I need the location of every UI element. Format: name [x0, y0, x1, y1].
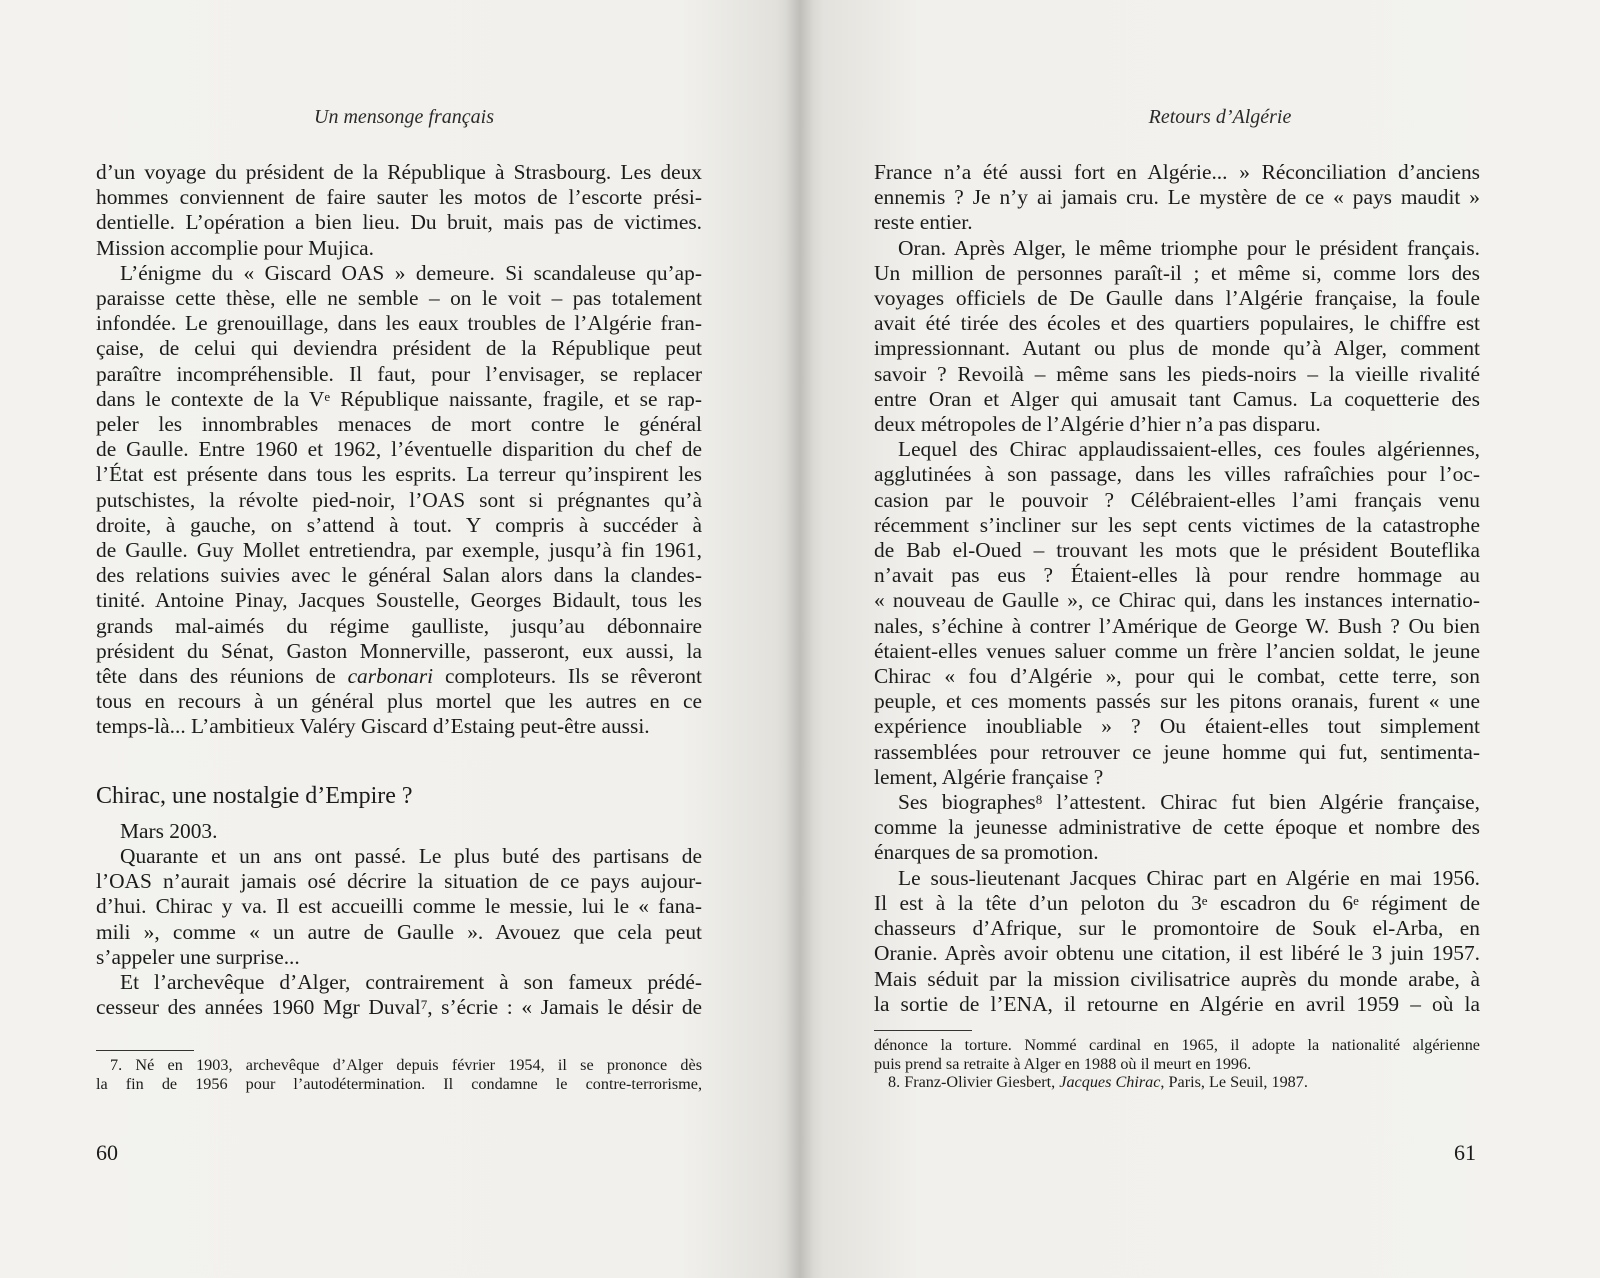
text-line: tous en recours à un général plus mortel que les autres en ce — [96, 689, 702, 714]
text-line: putschistes, la révolte pied-noir, l’OAS sont si prégnantes qu’à — [96, 487, 702, 512]
text-line: reste entier. — [874, 210, 973, 235]
text-line — [874, 891, 1480, 916]
italic-term: carbonari — [347, 664, 434, 689]
text-line: « nouveau de Gaulle », ce Chirac qui, dans les instances internatio- — [874, 588, 1480, 613]
footnote-line: 7. Né en 1903, archevêque d’Alger depuis février 1954, il se prononce dès — [110, 1056, 702, 1074]
text-line — [96, 664, 702, 689]
text-line: comme la jeunesse administrative de cette époque et nombre des — [874, 815, 1480, 840]
text-line: des relations suivies avec le général Salan alors dans la clandes- — [96, 563, 702, 588]
text-line: s’appeler une surprise... — [96, 944, 300, 969]
text-line: de Bab el-Oued – trouvant les mots que le président Bouteflika — [874, 538, 1480, 563]
text-line: mili », comme « un autre de Gaulle ». Avouez que cela peut — [96, 919, 702, 944]
paragraph — [874, 160, 1480, 236]
paragraph — [96, 261, 702, 740]
left-page-body — [96, 160, 702, 1021]
text-fragment: dans le contexte de la V — [96, 386, 325, 411]
text-fragment: , Paris, Le Seuil, 1987. — [1160, 1073, 1308, 1091]
text-line: expérience inoubliable » ? Ou étaient-elles tout simplement — [874, 714, 1480, 739]
text-line: la sortie de l’ENA, il retourne en Algérie en avril 1959 – où la — [874, 991, 1480, 1016]
text-line — [874, 790, 1480, 815]
text-line: agglutinées à son passage, dans les villes rafraîchies pour l’oc- — [874, 462, 1480, 487]
text-line: avait été tirée des écoles et des quartiers populaires, le chiffre est — [874, 311, 1480, 336]
text-line: rassemblées pour retrouver ce jeune homme qui fut, sentimenta- — [874, 739, 1480, 764]
text-line: tinité. Antoine Pinay, Jacques Soustelle, Georges Bidault, tous les — [96, 588, 702, 613]
text-line: l’OAS n’aurait jamais osé décrire la situation de ce pays aujour- — [96, 869, 702, 894]
italic-title: Jacques Chirac — [1059, 1073, 1161, 1091]
right-page-body — [874, 160, 1480, 1017]
paragraph — [874, 236, 1480, 438]
date-line: Mars 2003. — [120, 818, 218, 843]
text-fragment: régiment de — [1358, 890, 1480, 915]
text-line: lement, Algérie française ? — [874, 764, 1104, 789]
text-line: d’hui. Chirac y va. Il est accueilli comme le messie, lui le « fana- — [96, 894, 702, 919]
text-line: infondée. Le grenouillage, dans les eaux troubles de l’Algérie fran- — [96, 311, 702, 336]
text-line: de Gaulle. Guy Mollet entretiendra, par exemple, jusqu’à fin 1961, — [96, 538, 702, 563]
text-line — [96, 387, 702, 412]
text-line: peler les innombrables menaces de mort contre le général — [96, 412, 702, 437]
text-fragment: escadron du 6 — [1207, 890, 1354, 915]
text-line: Un million de personnes paraît-il ; et même si, comme lors des — [874, 260, 1480, 285]
text-fragment: République naissante, fragile, et se rap- — [330, 386, 702, 411]
text-line: de Gaulle. Entre 1960 et 1962, l’éventuelle disparition du chef de — [96, 437, 702, 462]
book-gutter — [786, 0, 814, 1278]
footnote-rule — [874, 1030, 972, 1031]
superscript: e — [1201, 892, 1208, 908]
text-line: nales, s’échine à contrer l’Amérique de George W. Bush ? Ou bien — [874, 613, 1480, 638]
text-line: d’un voyage du président de la République à Strasbourg. Les deux — [96, 160, 702, 184]
text-line: grands mal-aimés du régime gaulliste, jusqu’au débonnaire — [96, 613, 702, 638]
text-line: Chirac « fou d’Algérie », pour qui le combat, cette terre, son — [874, 664, 1480, 689]
text-line: Le sous-lieutenant Jacques Chirac part en Algérie en mai 1956. — [898, 865, 1480, 890]
paragraph — [874, 790, 1480, 866]
text-line: Et l’archevêque d’Alger, contrairement à son fameux prédé- — [120, 970, 702, 995]
page-number: 61 — [1454, 1140, 1476, 1165]
text-fragment: Ses biographes — [898, 790, 1036, 815]
text-fragment: , s’écrie : « Jamais le désir de — [427, 995, 703, 1020]
text-line: président du Sénat, Gaston Monnerville, passeront, eux aussi, la — [96, 638, 702, 663]
text-line: Mission accomplie pour Mujica. — [96, 235, 375, 260]
paragraph — [874, 866, 1480, 1017]
text-fragment: cesseur des années 1960 Mgr Duval — [96, 995, 421, 1020]
text-line: paraisse cette thèse, elle ne semble – on le voit – pas totalement — [96, 286, 702, 311]
footnote-ref: 8 — [1035, 792, 1043, 808]
text-line: savoir ? Revoilà – même sans les pieds-noirs – la vieille rivalité — [874, 361, 1480, 386]
text-line — [96, 995, 702, 1020]
text-line: Quarante et un ans ont passé. Le plus buté des partisans de — [120, 844, 702, 869]
text-line: énarques de sa promotion. — [874, 840, 1099, 865]
text-line: çaise, de celui qui deviendra président de la République peut — [96, 336, 702, 361]
superscript: e — [1353, 892, 1359, 908]
superscript: e — [324, 388, 331, 404]
text-fragment: comploteurs. Ils se rêveront — [433, 664, 702, 689]
paragraph — [96, 819, 702, 844]
text-line: dentielle. L’opération a bien lieu. Du bruit, mais pas de victimes. — [96, 210, 702, 235]
footnote-ref: 7 — [420, 997, 428, 1013]
running-head-left: Un mensonge français — [314, 106, 494, 128]
text-line: Oranie. Après avoir obtenu une citation, il est libéré le 3 juin 1957. — [874, 941, 1480, 966]
text-line: casion par le pouvoir ? Célébraient-elles l’ami français venu — [874, 487, 1480, 512]
running-head-right: Retours d’Algérie — [1148, 106, 1292, 128]
text-line: droite, à gauche, on s’attend à tout. Y compris à succéder à — [96, 512, 702, 537]
text-line: n’avait pas eus ? Étaient-elles là pour rendre hommage au — [874, 563, 1480, 588]
text-fragment: tête dans des réunions de — [96, 664, 348, 689]
text-fragment: Il est à la tête d’un peloton du 3 — [874, 890, 1202, 915]
text-line: paraître incompréhensible. Il faut, pour l’envisager, se replacer — [96, 361, 702, 386]
text-fragment: l’attestent. Chirac fut bien Algérie française, — [1042, 790, 1480, 815]
paragraph — [96, 844, 702, 970]
footnotes-right — [874, 1036, 1480, 1092]
text-line: l’État est présente dans tous les esprits. La terreur qu’inspirent les — [96, 462, 702, 487]
text-line: Mais séduit par la mission civilisatrice auprès du monde arabe, à — [874, 966, 1480, 991]
text-line: étaient-elles venues saluer comme un frère l’ancien soldat, le jeune — [874, 638, 1480, 663]
text-line: L’énigme du « Giscard OAS » demeure. Si scandaleuse qu’ap- — [120, 260, 702, 285]
text-line: hommes conviennent de faire sauter les motos de l’escorte prési- — [96, 185, 702, 210]
text-line: voyages officiels de De Gaulle dans l’Algérie française, la foule — [874, 286, 1480, 311]
text-line: Oran. Après Alger, le même triomphe pour le président français. — [898, 235, 1480, 260]
text-line: deux métropoles de l’Algérie d’hier n’a pas disparu. — [874, 412, 1321, 437]
footnotes-left — [96, 1056, 702, 1093]
paragraph — [96, 970, 702, 1020]
text-line: peuple, et ces moments passés sur les pitons oranais, furent « une — [874, 689, 1480, 714]
text-fragment: 8. Franz-Olivier Giesbert, — [888, 1073, 1060, 1091]
text-line: temps-là... L’ambitieux Valéry Giscard d’Estaing peut-être aussi. — [96, 714, 650, 739]
text-line: impressionnant. Autant ou plus de monde qu’à Alger, comment — [874, 336, 1480, 361]
footnote-rule — [96, 1050, 194, 1051]
right-page — [800, 0, 1600, 1278]
text-line: récemment s’incliner sur les sept cents victimes de la catastrophe — [874, 512, 1480, 537]
footnote-line: la fin de 1956 pour l’autodétermination. Il condamne le contre-terrorisme, — [96, 1074, 702, 1093]
paragraph — [96, 160, 702, 261]
footnote-line: dénonce la torture. Nommé cardinal en 1965, il adopte la nationalité algérienne — [874, 1036, 1480, 1054]
paragraph — [874, 437, 1480, 790]
section-heading: Chirac, une nostalgie d’Empire ? — [96, 782, 413, 809]
text-line: entre Oran et Alger qui amusait tant Camus. La coquetterie des — [874, 386, 1480, 411]
footnote-line — [874, 1073, 1480, 1092]
page-number: 60 — [96, 1140, 118, 1165]
text-line: Lequel des Chirac applaudissaient-elles, ces foules algériennes, — [898, 437, 1480, 462]
text-line: France n’a été aussi fort en Algérie... » Réconciliation d’anciens — [874, 160, 1480, 184]
text-line: ennemis ? Je n’y ai jamais cru. Le mystère de ce « pays maudit » — [874, 185, 1480, 210]
footnote-line: puis prend sa retraite à Alger en 1988 où il meurt en 1996. — [874, 1054, 1252, 1073]
text-line: chasseurs d’Afrique, sur le promontoire de Souk el-Arba, en — [874, 916, 1480, 941]
